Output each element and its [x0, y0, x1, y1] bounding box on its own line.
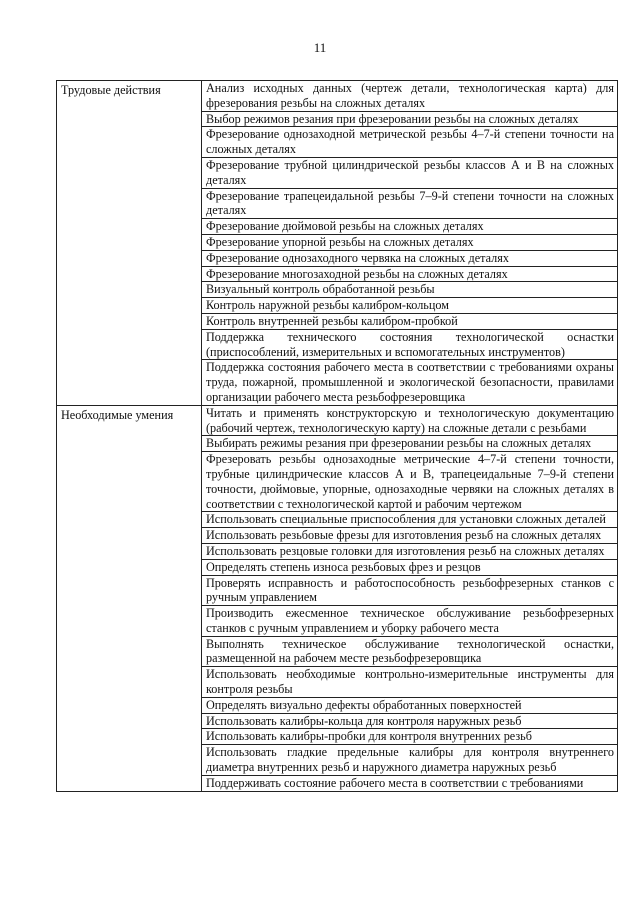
- table-cell-item: Поддержка состояния рабочего места в соответствии с требованиями охраны труда, пожарной, промышленной и экологической безопасности, правилами организации рабочего места резьбофрезеровщика: [202, 360, 618, 405]
- table-cell-item: Контроль внутренней резьбы калибром-пробкой: [202, 313, 618, 329]
- table-cell-item: Использовать гладкие предельные калибры для контроля внутреннего диаметра внутренних резьб и наружного диаметра наружных резьб: [202, 745, 618, 776]
- table-cell-item: Использовать резцовые головки для изготовления резьб на сложных деталях: [202, 543, 618, 559]
- table-cell-item: Выбор режимов резания при фрезеровании резьбы на сложных деталях: [202, 111, 618, 127]
- table-cell-item: Фрезерование трубной цилиндрической резьбы классов А и В на сложных деталях: [202, 157, 618, 188]
- table-cell-item: Фрезерование многозаходной резьбы на сложных деталях: [202, 266, 618, 282]
- table-cell-item: Фрезеровать резьбы однозаходные метрические 4–7-й степени точности, трубные цилиндрические классов А и В, трапецеидальные 7–9-й степени точности, дюймовые, упорные, однозаходные червяки на сложных деталях в соответствии с технологической картой и рабочим чертежом: [202, 452, 618, 512]
- table-cell-item: Читать и применять конструкторскую и технологическую документацию (рабочий чертеж, технологическую карту) на сложные детали с резьбами: [202, 405, 618, 436]
- table-cell-item: Фрезерование упорной резьбы на сложных деталях: [202, 234, 618, 250]
- table-cell-item: Фрезерование однозаходной метрической резьбы 4–7-й степени точности на сложных деталях: [202, 127, 618, 158]
- table-cell-item: Поддерживать состояние рабочего места в соответствии с требованиями: [202, 775, 618, 791]
- table-cell-item: Фрезерование трапецеидальной резьбы 7–9-й степени точности на сложных деталях: [202, 188, 618, 219]
- table-row: [57, 405, 618, 436]
- section-category: Трудовые действия: [57, 81, 202, 406]
- competency-table: [56, 80, 618, 792]
- table-cell-item: Использовать необходимые контрольно-измерительные инструменты для контроля резьбы: [202, 667, 618, 698]
- table-cell-item: Контроль наружной резьбы калибром-кольцом: [202, 298, 618, 314]
- table-cell-item: Проверять исправность и работоспособность резьбофрезерных станков с ручным управлением: [202, 575, 618, 606]
- table-cell-item: Поддержка технического состояния технологической оснастки (приспособлений, измерительных и вспомогательных инструментов): [202, 329, 618, 360]
- competency-table-body: [57, 81, 618, 792]
- table-cell-item: Фрезерование однозаходного червяка на сложных деталях: [202, 250, 618, 266]
- table-cell-item: Использовать калибры-кольца для контроля наружных резьб: [202, 713, 618, 729]
- table-cell-item: Выбирать режимы резания при фрезеровании резьбы на сложных деталях: [202, 436, 618, 452]
- table-cell-item: Определять степень износа резьбовых фрез и резцов: [202, 559, 618, 575]
- table-row: [57, 81, 618, 112]
- table-cell-item: Визуальный контроль обработанной резьбы: [202, 282, 618, 298]
- table-cell-item: Определять визуально дефекты обработанных поверхностей: [202, 697, 618, 713]
- table-cell-item: Использовать специальные приспособления для установки сложных деталей: [202, 512, 618, 528]
- table-cell-item: Фрезерование дюймовой резьбы на сложных деталях: [202, 219, 618, 235]
- table-cell-item: Использовать калибры-пробки для контроля внутренних резьб: [202, 729, 618, 745]
- table-cell-item: Выполнять техническое обслуживание технологической оснастки, размещенной на рабочем месте резьбофрезеровщика: [202, 636, 618, 667]
- section-category: Необходимые умения: [57, 405, 202, 791]
- table-cell-item: Производить ежесменное техническое обслуживание резьбофрезерных станков с ручным управлением и уборку рабочего места: [202, 606, 618, 637]
- table-cell-item: Анализ исходных данных (чертеж детали, технологическая карта) для фрезерования резьбы на сложных деталях: [202, 81, 618, 112]
- table-cell-item: Использовать резьбовые фрезы для изготовления резьб на сложных деталях: [202, 528, 618, 544]
- page-number: 11: [313, 40, 327, 55]
